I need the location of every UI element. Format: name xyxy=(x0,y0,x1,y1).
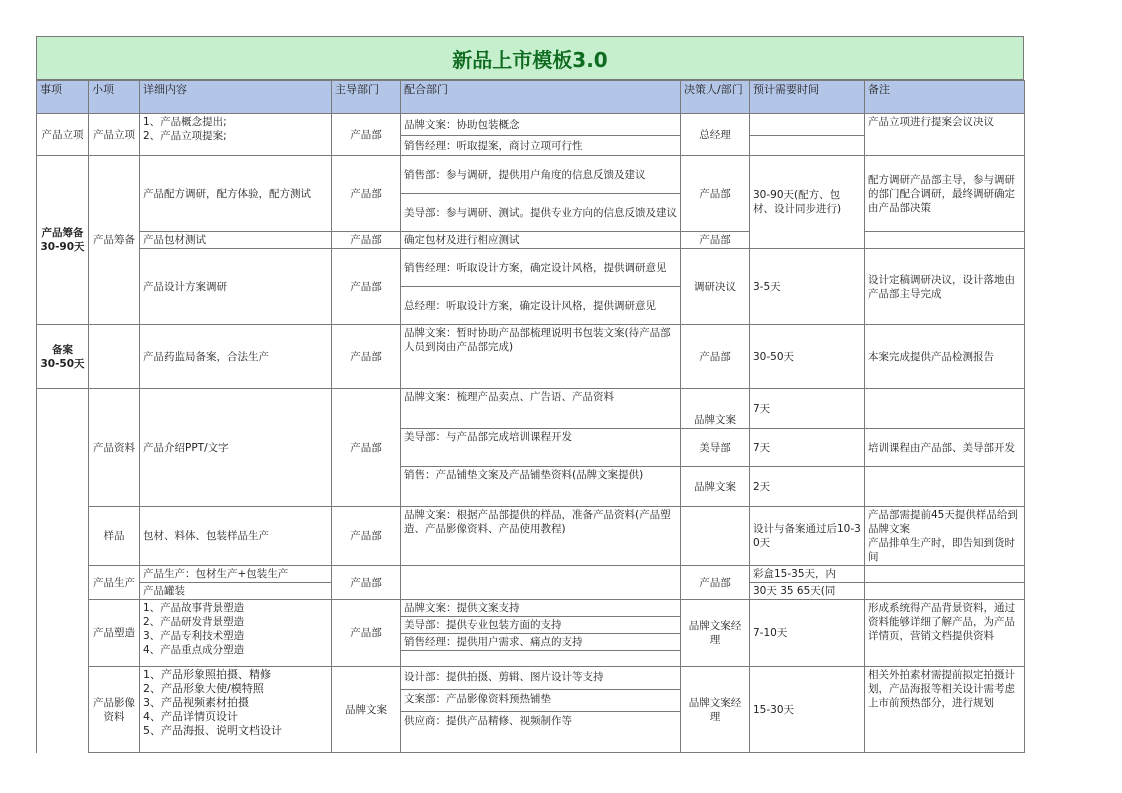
sheet-title: 新品上市模板3.0 xyxy=(36,36,1024,80)
note-cell: 配方调研产品部主导，参与调研的部门配合调研，最终调研确定由产品部决策 xyxy=(865,156,1025,232)
detail-cell: 产品罐装 xyxy=(140,583,332,600)
table-row xyxy=(37,389,1025,429)
table-row xyxy=(37,507,1025,566)
coop-dept-cell: 总经理：听取设计方案，确定设计风格，提供调研意见 xyxy=(401,287,681,325)
sub-item-cell: 产品筹备 xyxy=(89,156,140,325)
time-cell: 7天 xyxy=(750,429,865,467)
coop-dept-cell: 销售经理：听取提案，商讨立项可行性 xyxy=(401,136,681,156)
note-cell: 产品立项进行提案会议决议 xyxy=(865,114,1025,156)
decision-cell: 产品部 xyxy=(681,156,750,232)
coop-dept-cell: 品牌文案：协助包装概念 xyxy=(401,114,681,136)
lead-dept-cell: 产品部 xyxy=(332,566,401,600)
time-cell xyxy=(750,136,865,156)
decision-cell: 品牌文案 xyxy=(681,467,750,507)
table-row xyxy=(37,667,1025,753)
decision-cell: 调研决议 xyxy=(681,249,750,325)
header-cell: 详细内容 xyxy=(140,81,332,114)
detail-cell: 产品药监局备案，合法生产 xyxy=(140,325,332,389)
coop-dept-cell: 品牌文案：根据产品部提供的样品，准备产品资料(产品塑造、产品影像资料、产品使用教程) xyxy=(401,507,681,566)
decision-cell: 品牌文案 xyxy=(681,389,750,429)
note-cell: 培训课程由产品部、美导部开发 xyxy=(865,429,1025,467)
coop-line: 设计部：提供拍摄、剪辑、图片设计等支持 xyxy=(401,668,680,690)
lead-dept-cell: 产品部 xyxy=(332,232,401,249)
time-cell: 15-30天 xyxy=(750,667,865,753)
table-row xyxy=(37,566,1025,583)
decision-cell: 产品部 xyxy=(681,232,750,249)
coop-line: 供应商：提供产品精修、视频制作等 xyxy=(404,714,572,727)
coop-dept-cell: 美导部：与产品部完成培训课程开发 xyxy=(401,429,681,467)
time-cell: 30-50天 xyxy=(750,325,865,389)
note-cell: 设计定稿调研决议，设计落地由产品部主导完成 xyxy=(865,249,1025,325)
table-row xyxy=(37,249,1025,287)
lead-dept-cell: 产品部 xyxy=(332,600,401,667)
coop-dept-cell: 销售部：参与调研，提供用户角度的信息反馈及建议 xyxy=(401,156,681,194)
item-cell: 备案 30-50天 xyxy=(37,325,89,389)
detail-cell: 产品配方调研，配方体验，配方测试 xyxy=(140,156,332,232)
time-cell: 7天 xyxy=(750,389,865,429)
time-text: 30天 35 65天(同 xyxy=(753,585,836,597)
header-row xyxy=(37,81,1025,114)
launch-plan-table xyxy=(36,80,1025,753)
coop-dept-cell: 销售：产品铺垫文案及产品铺垫资料(品牌文案提供) xyxy=(401,467,681,507)
decision-cell: 品牌文案经理 xyxy=(681,667,750,753)
coop-dept-cell xyxy=(401,566,681,600)
coop-dept-cell: 美导部：提供专业包装方面的支持 xyxy=(401,617,681,634)
detail-cell: 产品包材测试 xyxy=(140,232,332,249)
table-row xyxy=(37,600,1025,617)
note-cell: 相关外拍素材需提前拟定拍摄计划，产品海报等相关设计需考虑上市前预热部分，进行规划 xyxy=(865,667,1025,753)
note-cell xyxy=(865,583,1025,600)
time-cell: 3-5天 xyxy=(750,249,865,325)
note-cell xyxy=(865,389,1025,429)
sub-item-cell: 产品生产 xyxy=(89,566,140,600)
header-cell: 小项 xyxy=(89,81,140,114)
sub-item-cell: 产品塑造 xyxy=(89,600,140,667)
decision-cell xyxy=(681,507,750,566)
table-row xyxy=(37,325,1025,389)
lead-dept-cell: 品牌文案 xyxy=(332,667,401,753)
time-cell: 7-10天 xyxy=(750,600,865,667)
lead-dept-cell: 产品部 xyxy=(332,156,401,232)
item-cell: 产品筹备 30-90天 xyxy=(37,156,89,325)
coop-line: 文案部：产品影像资料预热铺垫 xyxy=(401,690,680,712)
table-row xyxy=(37,232,1025,249)
table-row xyxy=(37,156,1025,194)
coop-dept-cell: 销售经理：听取设计方案，确定设计风格，提供调研意见 xyxy=(401,249,681,287)
lead-dept-cell: 产品部 xyxy=(332,325,401,389)
detail-cell: 产品生产：包材生产+包装生产 xyxy=(140,566,332,583)
detail-cell: 包材、料体、包装样品生产 xyxy=(140,507,332,566)
detail-cell: 1、产品概念提出; 2、产品立项提案; xyxy=(140,114,332,156)
header-cell: 配合部门 xyxy=(401,81,681,114)
note-cell xyxy=(865,467,1025,507)
note-cell: 产品部需提前45天提供样品给到品牌文案 产品排单生产时，即告知到货时间 xyxy=(865,507,1025,566)
decision-cell: 总经理 xyxy=(681,114,750,156)
lead-dept-cell: 产品部 xyxy=(332,389,401,507)
header-cell: 事项 xyxy=(37,81,89,114)
coop-dept-cell xyxy=(401,667,681,753)
time-cell xyxy=(750,114,865,136)
time-cell: 设计与备案通过后10-30天 xyxy=(750,507,865,566)
sub-item-cell xyxy=(89,325,140,389)
header-cell: 决策人/部门 xyxy=(681,81,750,114)
decision-cell: 品牌文案经理 xyxy=(681,600,750,667)
decision-cell: 美导部 xyxy=(681,429,750,467)
decision-cell: 产品部 xyxy=(681,325,750,389)
table-row xyxy=(37,114,1025,136)
lead-dept-cell: 产品部 xyxy=(332,114,401,156)
detail-cell: 1、产品形象照拍摄、精修 2、产品形象大使/模特照 3、产品视频素材拍摄 4、产品详情页设计 5、产品海报、说明文档设计 xyxy=(140,667,332,753)
detail-cell: 产品介绍PPT/文字 xyxy=(140,389,332,507)
sub-item-cell: 产品立项 xyxy=(89,114,140,156)
detail-cell: 产品设计方案调研 xyxy=(140,249,332,325)
lead-dept-cell: 产品部 xyxy=(332,249,401,325)
coop-dept-cell: 品牌文案：暂时协助产品部梳理说明书包装文案(待产品部人员到岗由产品部完成) xyxy=(401,325,681,389)
decision-cell: 产品部 xyxy=(681,566,750,600)
coop-dept-cell xyxy=(401,651,681,667)
lead-dept-cell: 产品部 xyxy=(332,507,401,566)
header-cell: 备注 xyxy=(865,81,1025,114)
header-cell: 预计需要时间 xyxy=(750,81,865,114)
time-cell xyxy=(750,566,865,583)
time-cell: 2天 xyxy=(750,467,865,507)
item-cell: 产品立项 xyxy=(37,114,89,156)
coop-dept-cell: 销售经理：提供用户需求、痛点的支持 xyxy=(401,634,681,651)
coop-dept-cell: 品牌文案：梳理产品卖点、广告语、产品资料 xyxy=(401,389,681,429)
note-cell: 本案完成提供产品检测报告 xyxy=(865,325,1025,389)
time-cell: 30-90天(配方、包材、设计同步进行) xyxy=(750,156,865,249)
note-cell xyxy=(865,232,1025,249)
sub-item-cell: 产品资料 xyxy=(89,389,140,507)
sub-item-cell: 样品 xyxy=(89,507,140,566)
sub-item-cell: 产品影像资料 xyxy=(89,667,140,753)
coop-dept-cell: 确定包材及进行相应测试 xyxy=(401,232,681,249)
coop-dept-cell: 品牌文案：提供文案支持 xyxy=(401,600,681,617)
time-text: 彩盒15-35天，内 xyxy=(753,568,837,580)
header-cell: 主导部门 xyxy=(332,81,401,114)
note-cell: 形成系统得产品背景资料，通过资料能够详细了解产品，为产品详情页，营销文档提供资料 xyxy=(865,600,1025,667)
spreadsheet xyxy=(36,36,1024,753)
note-cell xyxy=(865,566,1025,583)
coop-dept-cell: 美导部：参与调研、测试。提供专业方向的信息反馈及建议 xyxy=(401,194,681,232)
item-cell xyxy=(37,389,89,753)
time-cell xyxy=(750,583,865,600)
detail-cell: 1、产品故事背景塑造 2、产品研发背景塑造 3、产品专利技术塑造 4、产品重点成分塑造 xyxy=(140,600,332,667)
